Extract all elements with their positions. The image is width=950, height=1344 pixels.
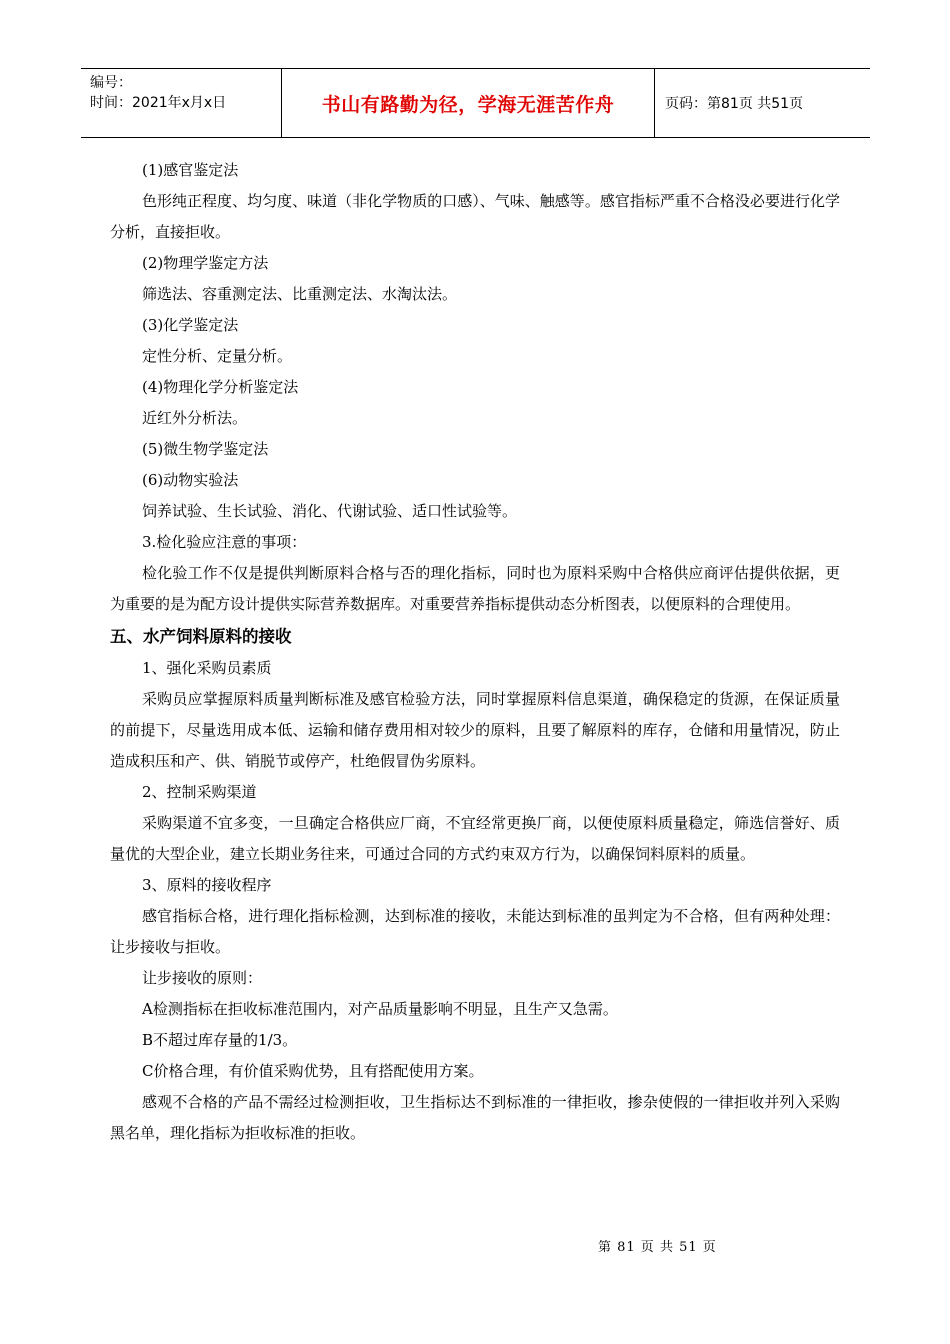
number-label: 编号： — [90, 75, 132, 91]
paragraph: (4)物理化学分析鉴定法 — [142, 378, 299, 396]
paragraph: 色形纯正程度、均匀度、味道（非化学物质的口感）、气味、触感等。感官指标严重不合格没必要进行化学分析，直接拒收。 — [110, 192, 840, 241]
paragraph: C价格合理，有价值采购优势，且有搭配使用方案。 — [142, 1062, 484, 1080]
paragraph: 3.检化验应注意的事项： — [142, 533, 307, 551]
paragraph: 近红外分析法。 — [142, 409, 248, 427]
paragraph: 1、强化采购员素质 — [142, 659, 272, 677]
paragraph: 采购渠道不宜多变，一旦确定合格供应厂商，不宜经常更换厂商，以便使原料质量稳定，筛选信誉好、质量优的大型企业，建立长期业务往来，可通过合同的方式约束双方行为，以确保饲料原料的质量。 — [110, 814, 840, 863]
header-middle-cell — [282, 69, 655, 137]
page-footer: 第 81 页 共 51 页 — [598, 1240, 717, 1255]
paragraph: 饲养试验、生长试验、消化、代谢试验、适口性试验等。 — [142, 502, 518, 520]
paragraph: 让步接收的原则： — [142, 969, 263, 987]
paragraph: 筛选法、容重测定法、比重测定法、水淘汰法。 — [142, 285, 458, 303]
page-label: 页码：第81页 共51页 — [665, 96, 804, 112]
paragraph: (3)化学鉴定法 — [142, 316, 239, 334]
paragraph: B不超过库存量的1/3。 — [142, 1031, 298, 1049]
paragraph: 采购员应掌握原料质量判断标准及感官检验方法，同时掌握原料信息渠道，确保稳定的货源，在保证质量的前提下，尽量选用成本低、运输和储存费用相对较少的原料，且要了解原料的库存，仓储和用量情况，防止造成积压和产、供、销脱节或停产，杜绝假冒伪劣原料。 — [110, 690, 840, 770]
header-right-cell — [655, 69, 870, 137]
section-heading: 五、水产饲料原料的接收 — [110, 627, 292, 646]
paragraph: 检化验工作不仅是提供判断原料合格与否的理化指标，同时也为原料采购中合格供应商评估提供依据，更为重要的是为配方设计提供实际营养数据库。对重要营养指标提供动态分析图表，以便原料的合理使用。 — [110, 564, 840, 613]
paragraph: 3、原料的接收程序 — [142, 876, 272, 894]
header-table — [81, 68, 870, 138]
paragraph: 感观不合格的产品不需经过检测拒收，卫生指标达不到标准的一律拒收，掺杂使假的一律拒收并列入采购黑名单，理化指标为拒收标准的拒收。 — [110, 1093, 840, 1142]
time-label: 时间：2021年x月x日 — [90, 95, 227, 111]
paragraph: A检测指标在拒收标准范围内，对产品质量影响不明显，且生产又急需。 — [142, 1000, 618, 1018]
paragraph: 定性分析、定量分析。 — [142, 347, 293, 365]
header-left-cell — [81, 69, 282, 137]
document-body — [110, 155, 840, 1149]
paragraph: 2、控制采购渠道 — [142, 783, 257, 801]
paragraph: (1)感官鉴定法 — [142, 161, 239, 179]
paragraph: (5)微生物学鉴定法 — [142, 440, 269, 458]
motto: 书山有路勤为径，学海无涯苦作舟 — [321, 93, 615, 116]
paragraph: (2)物理学鉴定方法 — [142, 254, 269, 272]
paragraph: 感官指标合格，进行理化指标检测，达到标准的接收，未能达到标准的虽判定为不合格，但有两种处理：让步接收与拒收。 — [110, 907, 840, 956]
paragraph: (6)动物实验法 — [142, 471, 239, 489]
